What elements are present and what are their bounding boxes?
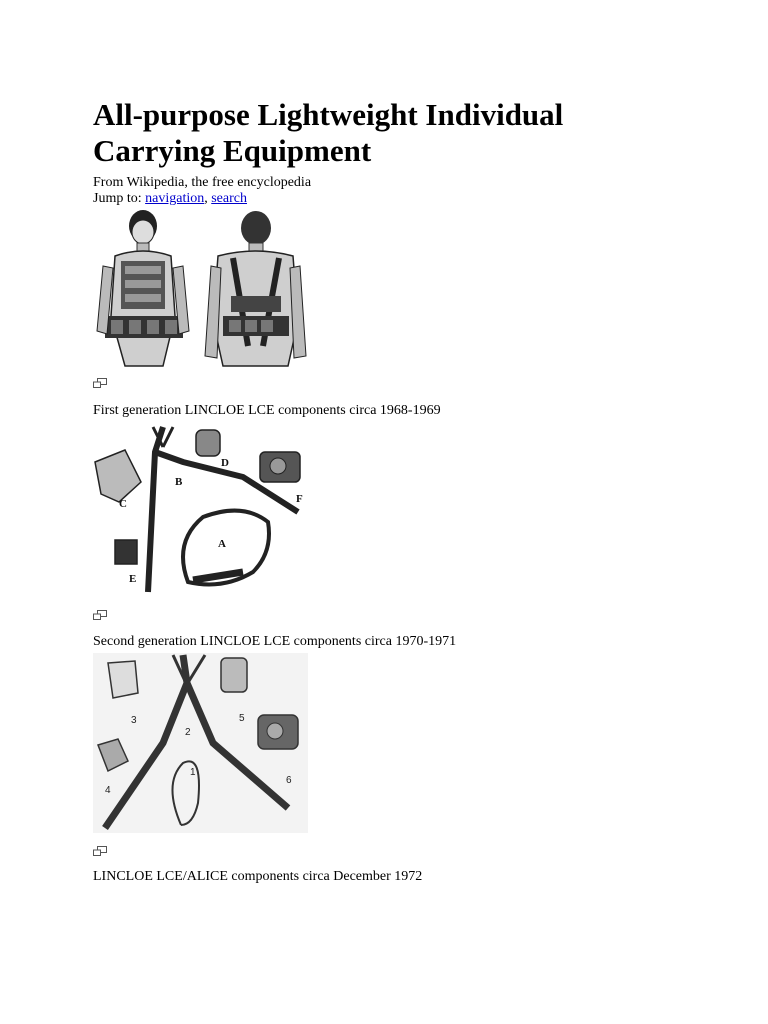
figure-components-1970-image[interactable]: [93, 653, 308, 833]
soldier-front: [97, 210, 189, 366]
figure-components-1968-image[interactable]: [93, 422, 308, 600]
figure-caption: Second generation LINCLOE LCE components circa 1970-1971: [93, 634, 457, 649]
figure-caption: First generation LINCLOE LCE components circa 1968-1969: [93, 403, 441, 418]
magnify-icon[interactable]: [93, 610, 107, 620]
link-separator: ,: [204, 191, 208, 206]
site-tagline: From Wikipedia, the free encyclopedia: [93, 175, 312, 190]
magnify-icon[interactable]: [93, 378, 107, 388]
page-title: All-purpose Lightweight Individual Carrying Equipment: [93, 97, 564, 168]
search-link[interactable]: search: [211, 191, 247, 206]
magnify-icon[interactable]: [93, 846, 107, 856]
soldier-back: [205, 211, 306, 366]
figure-caption: LINCLOE LCE/ALICE components circa December 1972: [93, 869, 423, 884]
label-2: 2: [185, 727, 191, 738]
label-a: A: [218, 538, 226, 550]
jump-to-label: Jump to:: [93, 191, 142, 206]
label-3: 3: [131, 715, 137, 726]
label-4: 4: [105, 785, 111, 796]
label-c: C: [119, 498, 127, 510]
jump-links: [93, 191, 247, 207]
navigation-link[interactable]: navigation: [145, 191, 205, 206]
label-e: E: [129, 573, 137, 585]
label-1: 1: [190, 767, 196, 778]
figure-soldiers-image[interactable]: [93, 206, 308, 368]
label-6: 6: [286, 775, 292, 786]
label-f: F: [296, 493, 303, 505]
label-5: 5: [239, 713, 245, 724]
label-d: D: [221, 457, 229, 469]
label-b: B: [175, 476, 183, 488]
